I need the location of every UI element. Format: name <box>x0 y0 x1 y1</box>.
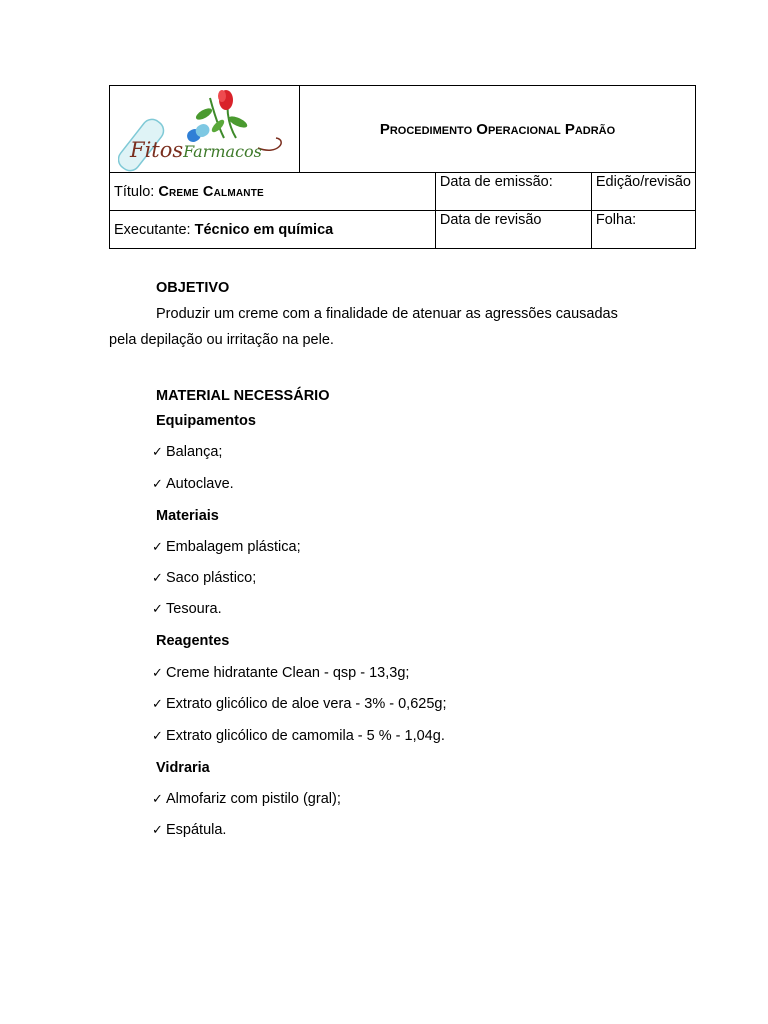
executor-label: Executante: <box>114 221 191 238</box>
objective-line-1: Produzir um creme com a finalidade de atenuar as agressões causadas <box>156 306 618 322</box>
edition-cell <box>591 173 695 211</box>
materials-subheading: Materiais <box>156 508 219 524</box>
reagent-item: Extrato glicólico de aloe vera - 3% - 0,625g; <box>166 696 447 712</box>
materials-heading: MATERIAL NECESSÁRIO <box>156 388 330 404</box>
sheet-label: Folha: <box>595 212 637 228</box>
edition-label: Edição/revisão <box>595 174 691 190</box>
material-item: Tesoura. <box>166 601 222 617</box>
check-icon: ✓ <box>152 822 163 837</box>
list-item <box>152 570 256 586</box>
check-icon: ✓ <box>152 791 163 806</box>
logo-text-itos: itos <box>144 138 184 162</box>
check-icon: ✓ <box>152 601 163 616</box>
logo-cell <box>110 86 300 173</box>
check-icon: ✓ <box>152 570 163 585</box>
list-item <box>152 601 222 617</box>
list-item <box>152 539 301 555</box>
doc-type-title: Procedimento Operacional Padrão <box>379 120 616 138</box>
list-item <box>152 728 445 744</box>
equipment-item: Balança; <box>166 444 223 460</box>
material-item: Embalagem plástica; <box>166 539 301 555</box>
list-item <box>152 476 234 492</box>
issue-date-label: Data de emissão: <box>439 174 553 190</box>
list-item <box>152 696 446 712</box>
title-value: Creme Calmante <box>158 183 264 200</box>
check-icon: ✓ <box>152 696 163 711</box>
objective-heading: OBJETIVO <box>156 280 230 296</box>
header-table <box>109 85 696 249</box>
reagents-heading: Reagentes <box>156 633 230 649</box>
material-item: Saco plástico; <box>166 570 257 586</box>
glassware-heading: Vidraria <box>156 760 210 776</box>
reagent-item: Creme hidratante Clean - qsp - 13,3g; <box>166 665 410 681</box>
list-item <box>152 791 341 807</box>
logo-letter-f: F <box>130 138 145 162</box>
list-item <box>152 665 409 681</box>
sheet-cell <box>591 211 695 249</box>
equipment-item: Autoclave. <box>166 476 234 492</box>
executor-value: Técnico em química <box>194 221 334 238</box>
equipment-heading: Equipamentos <box>156 413 256 429</box>
check-icon: ✓ <box>152 539 163 554</box>
executor-cell <box>110 211 436 249</box>
list-item <box>152 822 226 838</box>
check-icon: ✓ <box>152 444 163 459</box>
revision-date-cell <box>435 211 591 249</box>
title-cell <box>110 173 436 211</box>
logo-text-farmacos: Farmacos <box>183 142 262 161</box>
logo-wordmark <box>130 138 262 162</box>
doc-type-cell <box>300 86 696 173</box>
reagent-item: Extrato glicólico de camomila - 5 % - 1,04g. <box>166 728 445 744</box>
check-icon: ✓ <box>152 665 163 680</box>
list-item <box>152 444 222 460</box>
glassware-item: Espátula. <box>166 822 227 838</box>
title-label: Título: <box>114 183 155 200</box>
glassware-item: Almofariz com pistilo (gral); <box>166 791 341 807</box>
check-icon: ✓ <box>152 476 163 491</box>
revision-date-label: Data de revisão <box>439 212 542 228</box>
issue-date-cell <box>435 173 591 211</box>
objective-line-2: pela depilação ou irritação na pele. <box>109 332 334 348</box>
check-icon: ✓ <box>152 728 163 743</box>
